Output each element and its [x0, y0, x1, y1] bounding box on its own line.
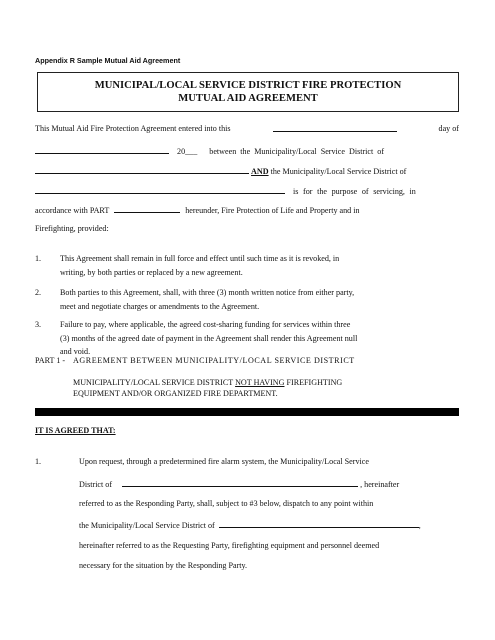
part-1-label: PART 1 -: [35, 356, 66, 365]
section-divider-bar: [35, 408, 459, 416]
intro-line-4: is for the purpose of servicing, in: [35, 186, 459, 196]
intro-line-3: AND the Municipality/Local Service District of: [35, 166, 459, 176]
blank-day[interactable]: [273, 124, 397, 132]
blank-responding-district[interactable]: [122, 479, 358, 487]
appendix-header: Appendix R Sample Mutual Aid Agreement: [35, 56, 181, 65]
title-line-2: MUTUAL AID AGREEMENT: [178, 93, 318, 104]
blank-month[interactable]: [35, 146, 169, 154]
part-1-row-1: [73, 356, 459, 365]
blank-district-1[interactable]: [35, 166, 249, 174]
part-1-row-4: EQUIPMENT AND/OR ORGANIZED FIRE DEPARTMENT.: [73, 389, 278, 398]
blank-requesting-district[interactable]: [219, 520, 419, 528]
agreed-heading: IT IS AGREED THAT:: [35, 426, 116, 435]
title-line-1: MUNICIPAL/LOCAL SERVICE DISTRICT FIRE PROTECTION: [94, 80, 402, 91]
document-page: Appendix R Sample Mutual Aid Agreement MUNICIPAL/LOCAL SERVICE DISTRICT FIRE PROTECTION MUTUAL AID AGREEMENT This Mutual Aid Fire Protection Agreement entered into this day of 20___ between the Municipality/Local Service District of AND the Municipality/Local Service District of is for the purpose of servicing, in accordance with PART hereunder, Fire Protection of Life and Property and in Firefighting, provided: 1. This Agreement shall remain in full force and effect until such time as it is revoked, in writing, by both parties or replaced by a new agreement. 2. Both parties to this Agreement, shall, with three (3) month written notice from either party, meet and negotiate charges or amendments to the Agreement. 3. Failure to pay, where applicable, the agreed cost-sharing funding for services within three (3) months of the agreed date of payment in the Agreement shall render this Agreement null and void. IT IS AGREED THAT: 1. Upon request, through a predetermined fire alarm system, the Municipality/Local Service District of , hereinafter referred to as the Responding Party, shall, subject to #3 below, dispatch to any point within the Municipality/Local Service District of , hereinafter referred to as the Requesting Party, firefighting equipment and personnel deemed necessary for the situation by the Responding Party.: [35, 56, 459, 570]
document-title: [37, 72, 459, 112]
intro-line-1: This Mutual Aid Fire Protection Agreement entered into this day of: [35, 124, 459, 133]
part-1-row-3: MUNICIPALITY/LOCAL SERVICE DISTRICT NOT HAVING FIREFIGHTING: [73, 378, 343, 387]
intro-line-6: Firefighting, provided:: [35, 224, 109, 233]
blank-district-2[interactable]: [35, 186, 285, 194]
not-having-emphasis: NOT HAVING: [235, 378, 285, 387]
part-1-line-1: AGREEMENT BETWEEN MUNICIPALITY/LOCAL SERVICE DISTRICT: [73, 356, 355, 365]
intro-line-2: 20___ between the Municipality/Local Service District of: [35, 146, 459, 156]
blank-part[interactable]: [114, 205, 180, 213]
intro-line-5: accordance with PART hereunder, Fire Protection of Life and Property and in: [35, 206, 360, 215]
